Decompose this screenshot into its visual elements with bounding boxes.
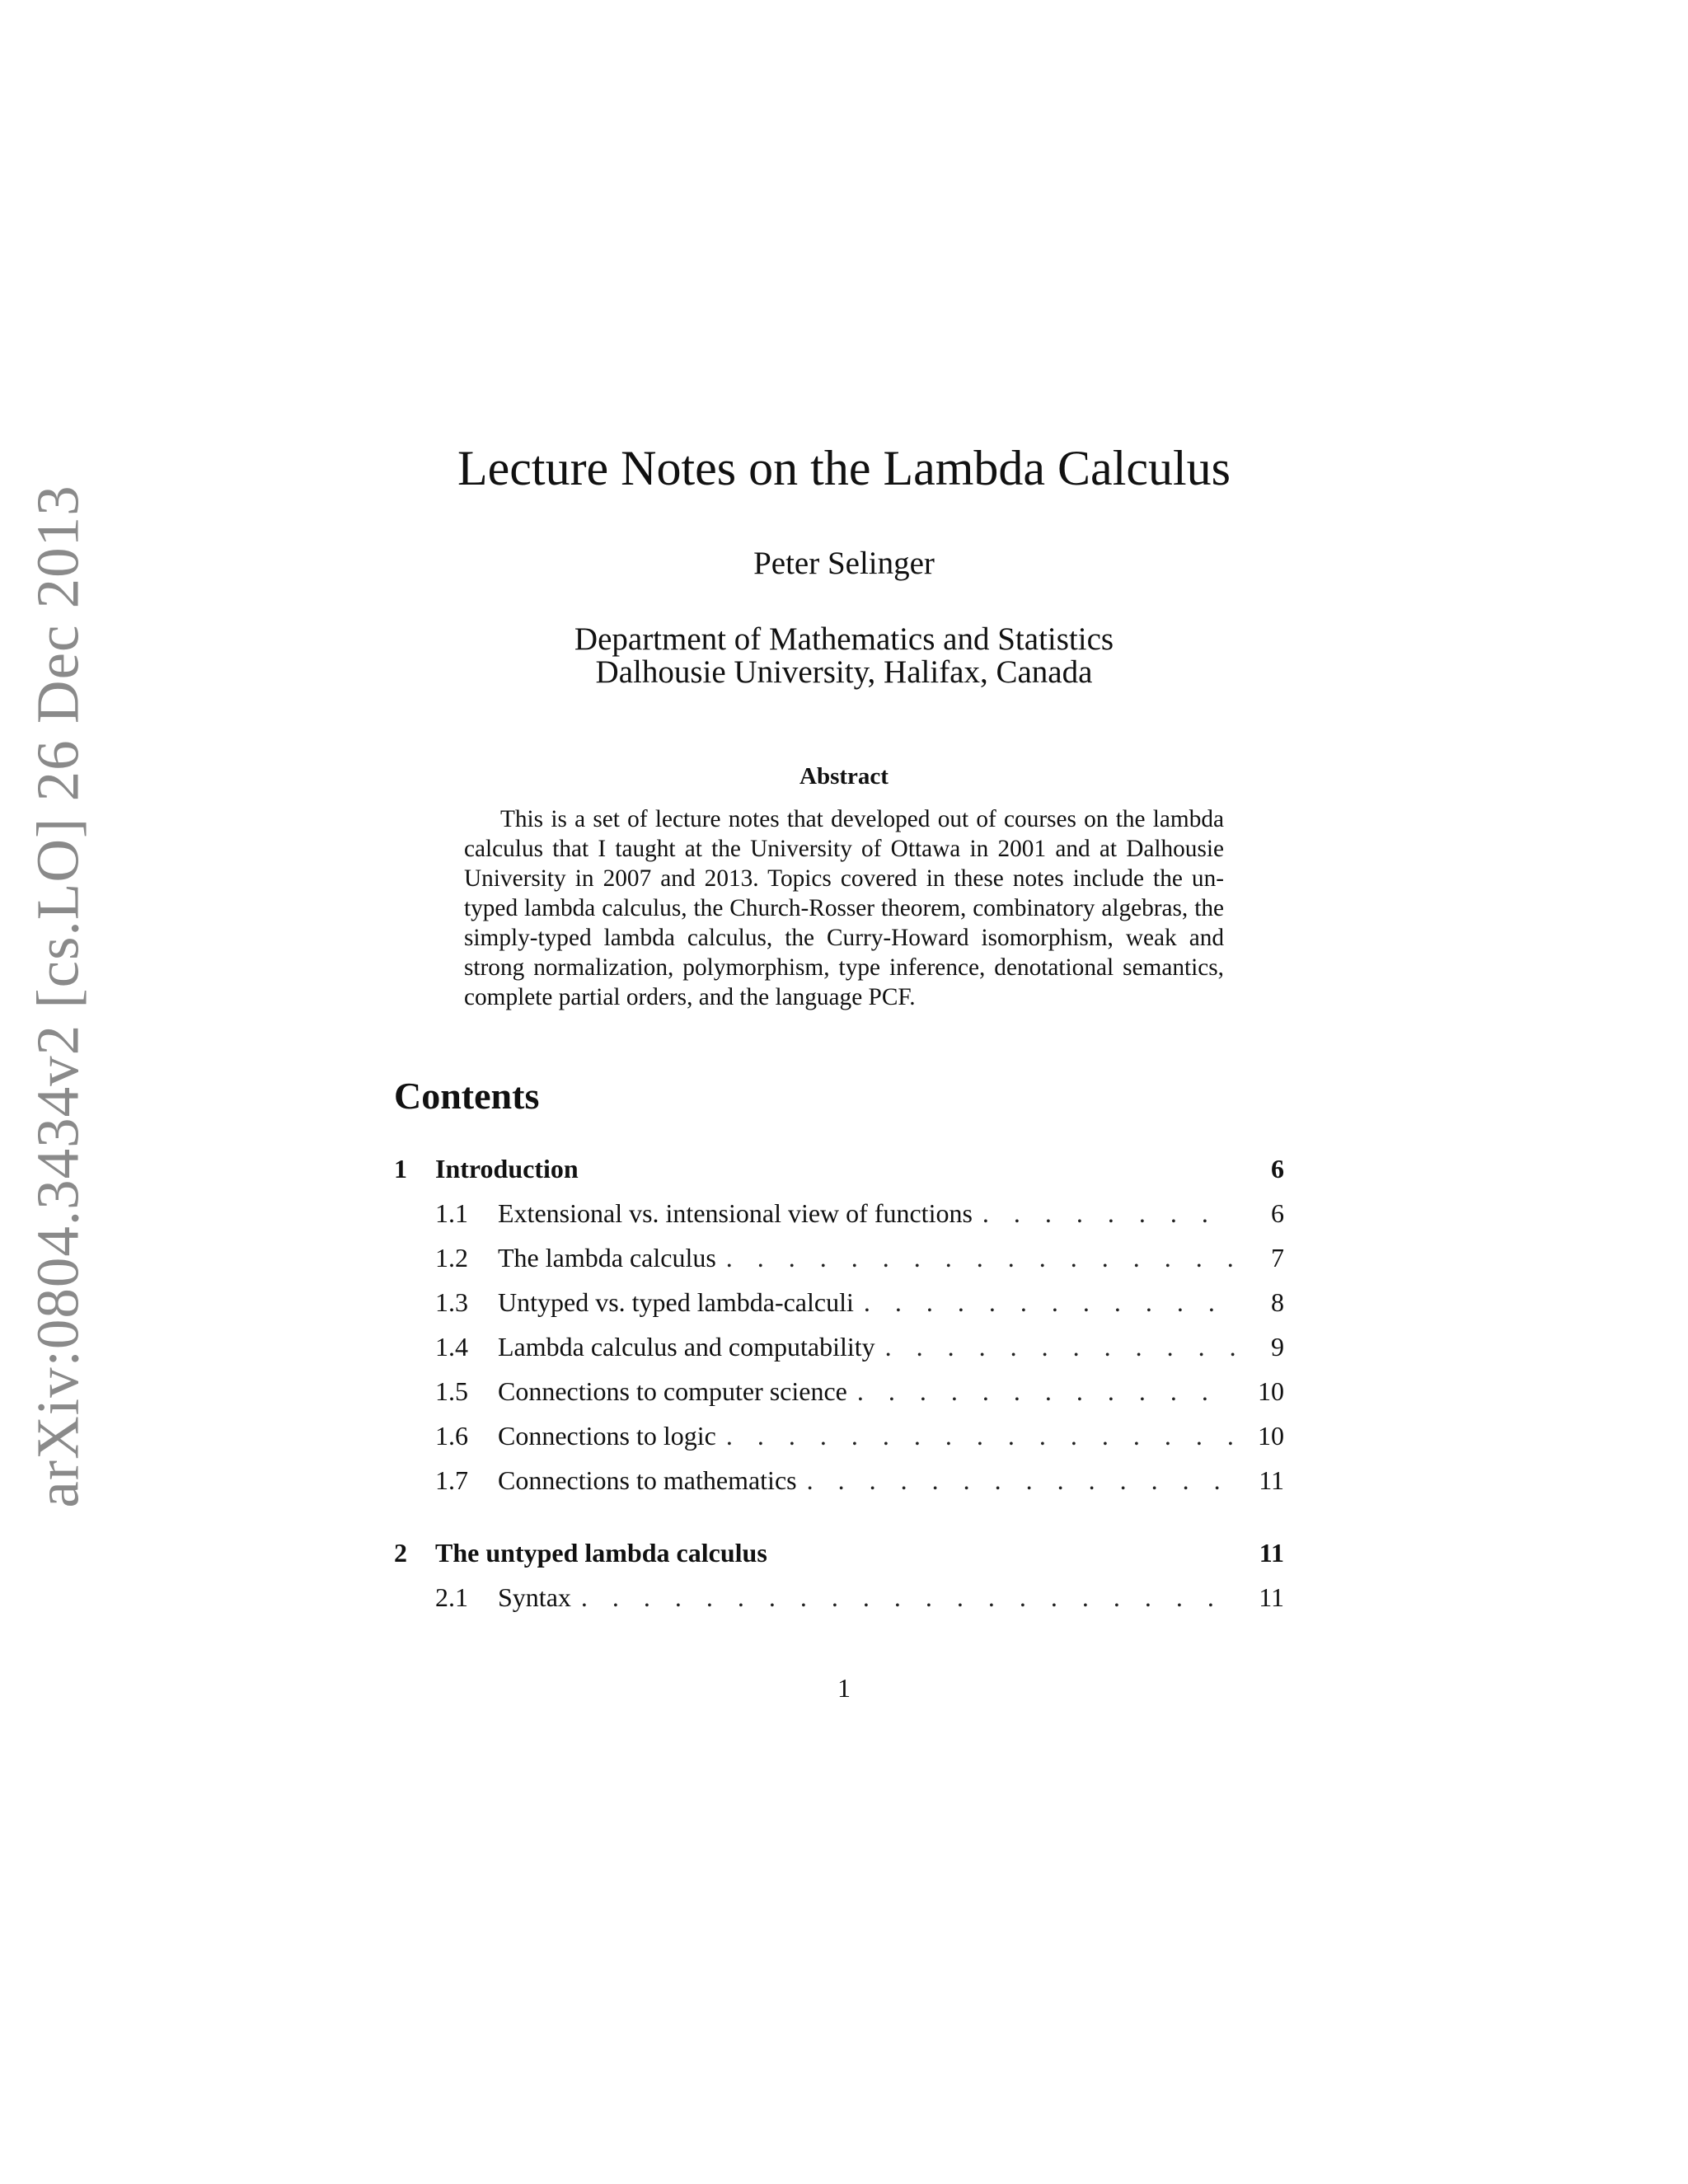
toc-section-2[interactable] (394, 1538, 1284, 1582)
toc-entry-number: 2.1 (435, 1582, 468, 1612)
toc-entry-label: Connections to logic (498, 1421, 716, 1451)
toc-entry-1-6[interactable] (394, 1421, 1284, 1465)
toc-entry-page: 11 (1259, 1465, 1284, 1495)
toc-entry-page: 11 (1259, 1582, 1284, 1612)
toc-entry-page: 7 (1271, 1243, 1284, 1272)
toc-entry-2-1[interactable] (394, 1582, 1284, 1627)
toc-section-page: 6 (1271, 1154, 1284, 1183)
toc-entry-number: 1.7 (435, 1465, 468, 1495)
toc-entry-label: Connections to computer science (498, 1376, 847, 1406)
toc-entry-number: 1.2 (435, 1243, 468, 1272)
abstract-text: This is a set of lecture notes that developed out of courses on the lambda calculus that I taught at the University of Ottawa in 2001 and at Dalhousie University in 2007 and 2013. Topics covered in these notes include the untyped lambda calculus, the Church-Rosser theorem, combinatory algebras, the simply-typed lambda calculus, the Curry-Howard isomorphism, weak and strong normalization, polymorphism, type inference, denotational semantics, complete partial orders, and the language PCF. (464, 806, 1224, 1010)
table-of-contents (394, 1154, 1284, 1627)
paper-title: Lecture Notes on the Lambda Calculus (457, 441, 1231, 495)
toc-leader-dots (847, 1376, 1235, 1407)
toc-section-number: 2 (394, 1538, 407, 1568)
toc-entry-number: 1.1 (435, 1198, 468, 1228)
toc-entry-page: 10 (1258, 1376, 1284, 1406)
toc-entry-label: Syntax (498, 1582, 571, 1612)
toc-section-label: The untyped lambda calculus (435, 1538, 767, 1568)
toc-leader-dots (571, 1582, 1235, 1613)
affiliation (0, 623, 1688, 689)
toc-entry-label: Extensional vs. intensional view of functions (498, 1198, 973, 1228)
toc-entry-1-7[interactable] (394, 1465, 1284, 1510)
affiliation-line-2: Dalhousie University, Halifax, Canada (595, 654, 1093, 690)
toc-entry-label: The lambda calculus (498, 1243, 716, 1272)
toc-entry-page: 8 (1271, 1287, 1284, 1317)
toc-leader-dots (973, 1198, 1235, 1229)
toc-section-label: Introduction (435, 1154, 579, 1183)
contents-heading: Contents (394, 1075, 540, 1117)
toc-entry-label: Lambda calculus and computability (498, 1332, 875, 1361)
toc-entry-1-3[interactable] (394, 1287, 1284, 1332)
toc-leader-dots (716, 1421, 1235, 1451)
affiliation-line-1: Department of Mathematics and Statistics (574, 621, 1114, 657)
author-name: Peter Selinger (753, 546, 935, 581)
toc-entry-page: 9 (1271, 1332, 1284, 1361)
abstract-heading: Abstract (799, 763, 889, 790)
page-number: 1 (837, 1673, 851, 1703)
toc-entry-label: Untyped vs. typed lambda-calculi (498, 1287, 854, 1317)
toc-entry-label: Connections to mathematics (498, 1465, 797, 1495)
toc-section-number: 1 (394, 1154, 407, 1183)
toc-entry-number: 1.6 (435, 1421, 468, 1451)
toc-entry-page: 6 (1271, 1198, 1284, 1228)
toc-entry-page: 10 (1258, 1421, 1284, 1451)
toc-entry-number: 1.5 (435, 1376, 468, 1406)
toc-leader-dots (854, 1287, 1235, 1318)
toc-leader-dots (716, 1243, 1235, 1273)
toc-leader-dots (797, 1465, 1235, 1496)
arxiv-stamp-text: arXiv:0804.3434v2 [cs.LO] 26 Dec 2013 (25, 485, 92, 1508)
toc-entry-1-2[interactable] (394, 1243, 1284, 1287)
toc-entry-1-5[interactable] (394, 1376, 1284, 1421)
toc-section-gap (394, 1510, 1284, 1538)
toc-entry-number: 1.4 (435, 1332, 468, 1361)
toc-entry-1-4[interactable] (394, 1332, 1284, 1376)
toc-entry-number: 1.3 (435, 1287, 468, 1317)
toc-section-1[interactable] (394, 1154, 1284, 1198)
toc-section-page: 11 (1259, 1538, 1284, 1568)
toc-entry-1-1[interactable] (394, 1198, 1284, 1243)
toc-leader-dots (875, 1332, 1235, 1362)
